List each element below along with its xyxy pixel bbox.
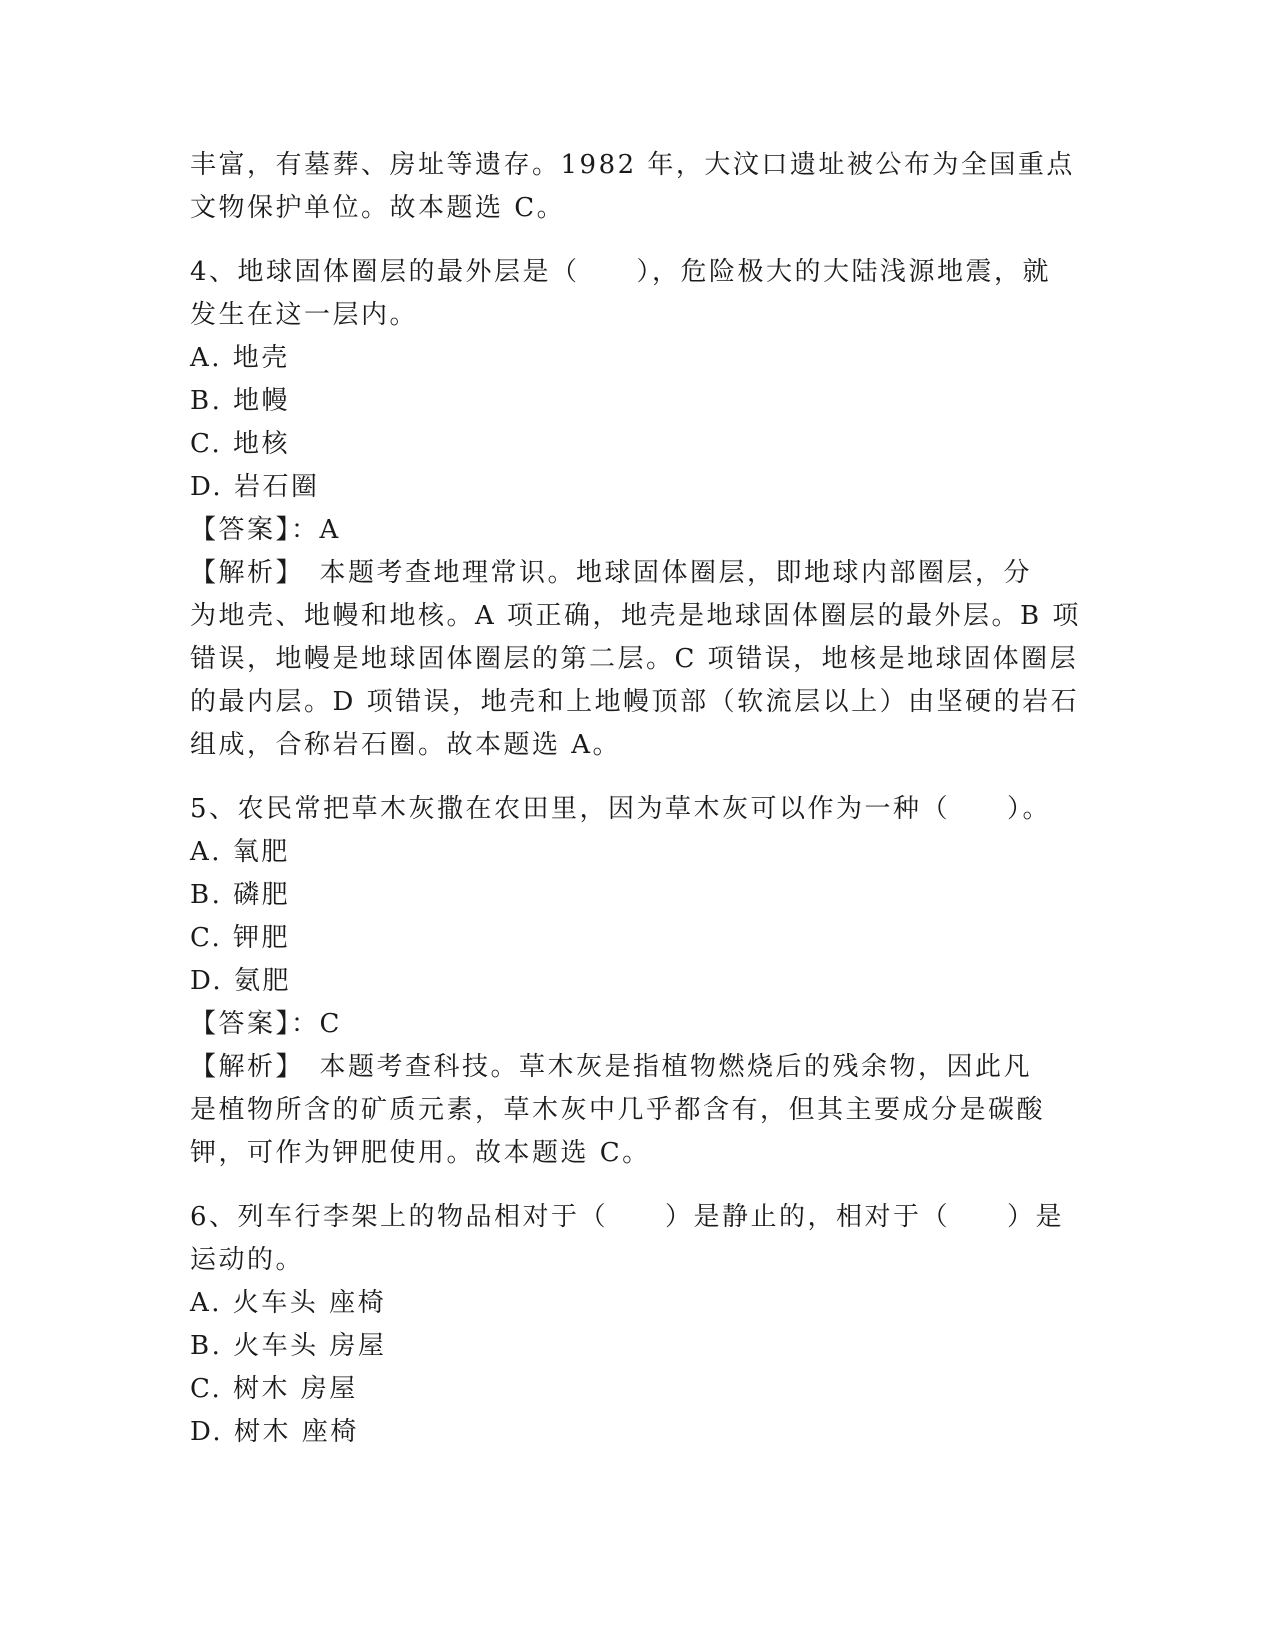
question-5 — [190, 788, 1080, 1175]
analysis-line: 钾，可作为钾肥使用。故本题选 C。 — [190, 1138, 651, 1168]
analysis-line: 【解析】 本题考查地理常识。地球固体圈层，即地球内部圈层，分 — [190, 558, 1033, 588]
option-a: A. 氧肥 — [190, 837, 290, 867]
question-4 — [190, 251, 1080, 767]
answer: 【答案】：C — [190, 1009, 342, 1039]
question-6 — [190, 1196, 1080, 1454]
option-c: C. 钾肥 — [190, 923, 290, 953]
analysis-line: 【解析】 本题考查科技。草木灰是指植物燃烧后的残余物，因此凡 — [190, 1052, 1033, 1082]
option-b: B. 火车头 房屋 — [190, 1331, 387, 1361]
option-b: B. 磷肥 — [190, 880, 291, 910]
question-stem: 6、列车行李架上的物品相对于（ ）是静止的，相对于（ ）是 — [190, 1202, 1065, 1232]
option-c: C. 树木 房屋 — [190, 1374, 358, 1404]
option-c: C. 地核 — [190, 429, 290, 459]
option-d: D. 岩石圈 — [190, 472, 320, 502]
question-stem: 发生在这一层内。 — [190, 300, 419, 330]
text-line: 丰富，有墓葬、房址等遗存。1982 年，大汶口遗址被公布为全国重点 — [190, 150, 1075, 180]
option-b: B. 地幔 — [190, 386, 291, 416]
analysis-line: 为地壳、地幔和地核。A 项正确，地壳是地球固体圈层的最外层。B 项 — [190, 601, 1081, 631]
question-stem: 运动的。 — [190, 1245, 305, 1275]
analysis-line: 组成，合称岩石圈。故本题选 A。 — [190, 730, 622, 760]
option-a: A. 地壳 — [190, 343, 290, 373]
previous-analysis-continuation — [190, 144, 1080, 230]
option-d: D. 树木 座椅 — [190, 1417, 359, 1447]
question-stem: 4、地球固体圈层的最外层是（ ），危险极大的大陆浅源地震，就 — [190, 257, 1052, 287]
text-line: 文物保护单位。故本题选 C。 — [190, 193, 566, 223]
analysis-line: 是植物所含的矿质元素，草木灰中几乎都含有，但其主要成分是碳酸 — [190, 1095, 1046, 1125]
question-stem: 5、农民常把草木灰撒在农田里，因为草木灰可以作为一种（ ）。 — [190, 794, 1052, 824]
option-d: D. 氨肥 — [190, 966, 291, 996]
option-a: A. 火车头 座椅 — [190, 1288, 387, 1318]
analysis-line: 的最内层。D 项错误，地壳和上地幔顶部（软流层以上）由坚硬的岩石 — [190, 687, 1080, 717]
answer: 【答案】：A — [190, 515, 341, 545]
analysis-line: 错误，地幔是地球固体圈层的第二层。C 项错误，地核是地球固体圈层 — [190, 644, 1079, 674]
document-page — [190, 144, 1080, 1454]
